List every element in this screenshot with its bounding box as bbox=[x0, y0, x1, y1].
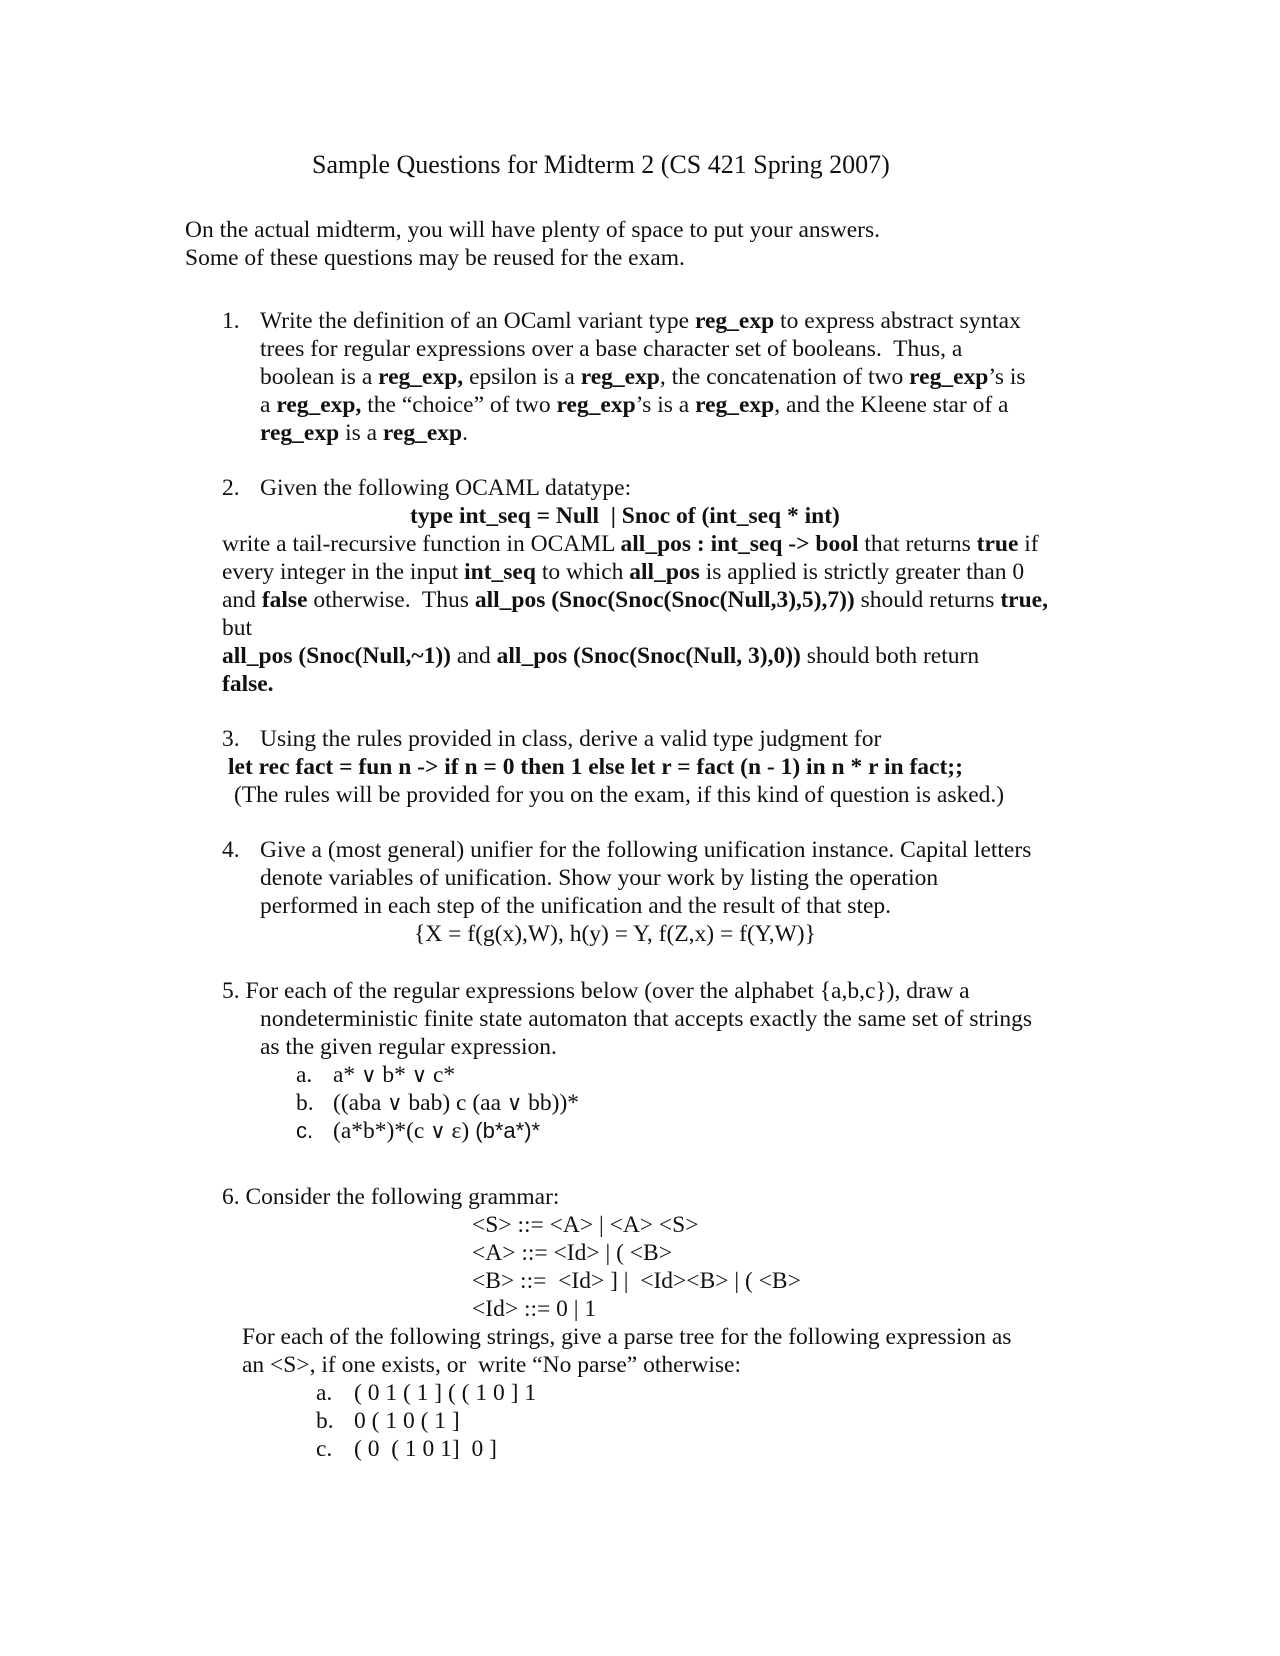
grammar-rule: <B> ::= <Id> ] | <Id><B> | ( <B> bbox=[472, 1268, 801, 1294]
list-item: (a*b*)*(c ∨ ε) (b*a*)* bbox=[333, 1118, 541, 1144]
list-item: 0 ( 1 0 ( 1 ] bbox=[354, 1408, 460, 1434]
list-item-label: a. bbox=[316, 1380, 333, 1406]
intro-line: Some of these questions may be reused for the exam. bbox=[185, 245, 685, 271]
page-title: Sample Questions for Midterm 2 (CS 421 Spring 2007) bbox=[312, 150, 890, 179]
question-text: Using the rules provided in class, derive a valid type judgment for bbox=[260, 726, 882, 752]
question-text: trees for regular expressions over a base character set of booleans. Thus, a bbox=[260, 336, 963, 362]
question-text: false. bbox=[222, 671, 274, 697]
grammar-rule: <A> ::= <Id> | ( <B> bbox=[472, 1240, 672, 1266]
question-text: Write the definition of an OCaml variant type reg_exp to express abstract syntax bbox=[260, 308, 1021, 334]
question-text: reg_exp is a reg_exp. bbox=[260, 420, 468, 446]
list-item: ((aba ∨ bab) c (aa ∨ bb))* bbox=[333, 1090, 580, 1116]
list-item: ( 0 1 ( 1 ] ( ( 1 0 ] 1 bbox=[354, 1380, 537, 1406]
list-item-label: b. bbox=[316, 1408, 334, 1434]
intro-line: On the actual midterm, you will have plenty of space to put your answers. bbox=[185, 217, 881, 243]
list-item: a* ∨ b* ∨ c* bbox=[333, 1062, 456, 1088]
question-text: an <S>, if one exists, or write “No parse” otherwise: bbox=[242, 1352, 741, 1378]
code-line: type int_seq = Null | Snoc of (int_seq * int) bbox=[410, 503, 840, 529]
list-item-label: a. bbox=[296, 1062, 313, 1088]
question-text: boolean is a reg_exp, epsilon is a reg_exp, the concatenation of two reg_exp’s is bbox=[260, 364, 1026, 390]
question-text: a reg_exp, the “choice” of two reg_exp’s is a reg_exp, and the Kleene star of a bbox=[260, 392, 1009, 418]
question-text: (The rules will be provided for you on the exam, if this kind of question is asked.) bbox=[234, 782, 1005, 808]
question-number: 2. bbox=[222, 475, 240, 501]
question-text: every integer in the input int_seq to which all_pos is applied is strictly greater than 0 bbox=[222, 559, 1025, 585]
question-text: 5. For each of the regular expressions below (over the alphabet {a,b,c}), draw a bbox=[222, 978, 970, 1004]
list-item-label: c. bbox=[296, 1118, 314, 1143]
grammar-rule: <Id> ::= 0 | 1 bbox=[472, 1296, 597, 1322]
question-number: 4. bbox=[222, 837, 240, 863]
question-number: 3. bbox=[222, 726, 240, 752]
question-text: nondeterministic finite state automaton that accepts exactly the same set of strings bbox=[260, 1006, 1033, 1032]
question-text: all_pos (Snoc(Null,~1)) and all_pos (Snoc(Snoc(Null, 3),0)) should both return bbox=[222, 643, 980, 669]
list-item-label: c. bbox=[316, 1436, 333, 1462]
unification-instance: {X = f(g(x),W), h(y) = Y, f(Z,x) = f(Y,W)} bbox=[414, 921, 816, 947]
question-number: 1. bbox=[222, 308, 240, 334]
question-text: denote variables of unification. Show your work by listing the operation bbox=[260, 865, 939, 891]
code-line: let rec fact = fun n -> if n = 0 then 1 else let r = fact (n - 1) in n * r in fact;; bbox=[228, 754, 963, 780]
question-text: but bbox=[222, 615, 253, 641]
list-item-label: b. bbox=[296, 1090, 314, 1116]
question-text: For each of the following strings, give a parse tree for the following expression as bbox=[242, 1324, 1012, 1350]
question-text: Give a (most general) unifier for the following unification instance. Capital letters bbox=[260, 837, 1032, 863]
question-text: Given the following OCAML datatype: bbox=[260, 475, 632, 501]
question-text: 6. Consider the following grammar: bbox=[222, 1184, 560, 1210]
grammar-rule: <S> ::= <A> | <A> <S> bbox=[472, 1212, 699, 1238]
question-text: write a tail-recursive function in OCAML all_pos : int_seq -> bool that returns true if bbox=[222, 531, 1039, 557]
question-text: as the given regular expression. bbox=[260, 1034, 557, 1060]
question-text: and false otherwise. Thus all_pos (Snoc(Snoc(Snoc(Null,3),5),7)) should returns true, bbox=[222, 587, 1048, 613]
question-text: performed in each step of the unification and the result of that step. bbox=[260, 893, 892, 919]
list-item: ( 0 ( 1 0 1] 0 ] bbox=[354, 1436, 497, 1462]
